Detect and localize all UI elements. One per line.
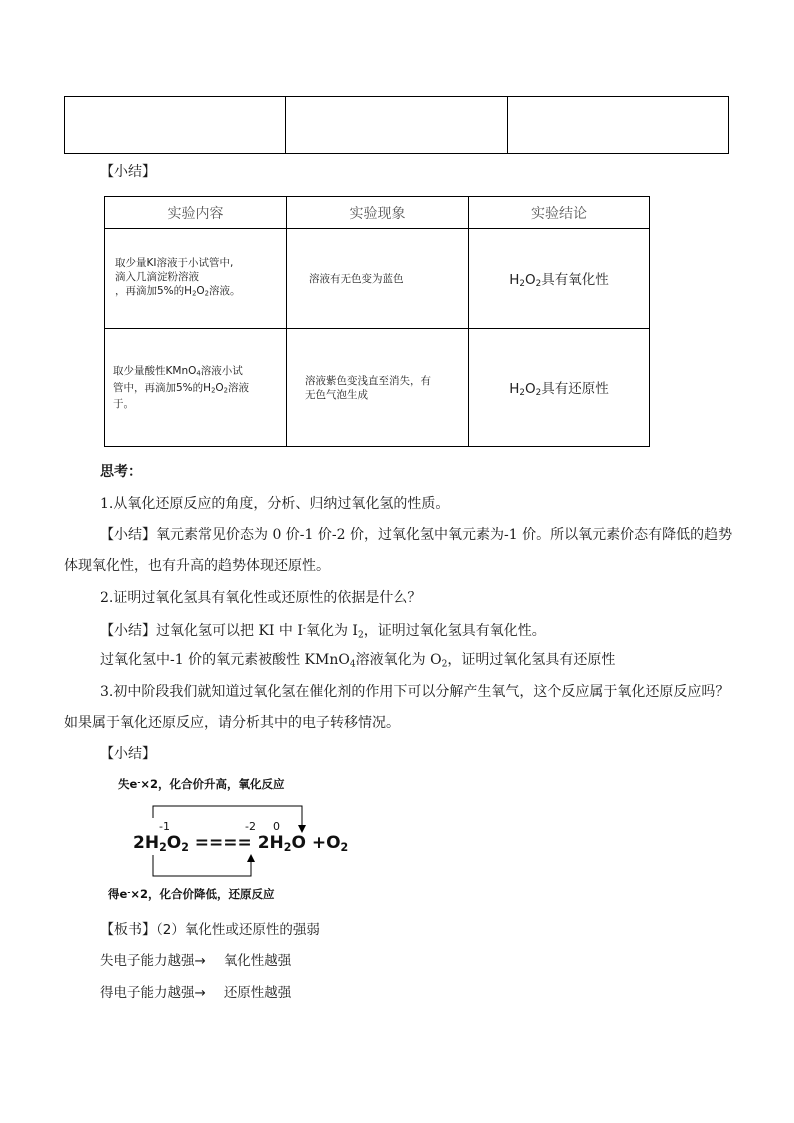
question-2: 2.证明过氧化氢具有氧化性或还原性的依据是什么？ [100,590,422,606]
empty-cell [286,97,507,154]
decomposition-equation: $2H_2O_2$ ==== $2H_2O +O_2$ [133,833,349,854]
answer-1-line-1: 【小结】氧元素常见价态为 0 价-1 价-2 价，过氧化氢中氧元素为-1 价。所以氧元素价态有降低的趋势 [100,527,733,543]
oxidation-state-neg1: -1 [159,820,170,833]
oxidation-state-zero: 0 [273,820,280,833]
question-3-line-2: 如果属于氧化还原反应，请分析其中的电子转移情况。 [64,715,400,731]
answer-2-line-2: 过氧化氢中-1 价的氧元素被酸性 KMnO$_4$溶液氧化为 $O_2$，证明过氧化氢具有还原性 [100,652,616,670]
row1-phenomenon: 溶液有无色变为蓝色 [287,229,469,329]
electron-gain-label: 得e-×2，化合价降低，还原反应 [108,887,275,901]
gain-arrowhead [247,854,255,862]
top-empty-table [64,96,729,154]
header-conclusion: 实验结论 [469,197,650,229]
gain-arrow-line [153,855,251,876]
row2-content: 取少量酸性KMnO$_4$溶液小试 管中，再滴加5%的$H_2O_2$溶液 于。 [105,329,287,447]
think-heading: 思考： [100,464,142,480]
header-content: 实验内容 [105,197,287,229]
header-phenomenon: 实验现象 [287,197,469,229]
row1-conclusion: $H_2O_2$具有氧化性 [469,229,650,329]
board-title: 【板书】（2）氧化性或还原性的强弱 [100,922,320,938]
board-line-1: 失电子能力越强→ 氧化性越强 [100,953,292,969]
empty-cell [507,97,728,154]
row2-phenomenon: 溶液紫色变浅直至消失，有 无色气泡生成 [287,329,469,447]
answer-3-tag: 【小结】 [100,746,156,762]
oxidation-state-neg2: -2 [245,820,256,833]
empty-cell [65,97,286,154]
experiment-table [104,196,650,447]
row1-content: 取少量KI溶液于小试管中, 滴入几滴淀粉溶液 ，再滴加5%的$H_2O_2$溶液。 [105,229,287,329]
question-1: 1.从氧化还原反应的角度，分析、归纳过氧化氢的性质。 [100,496,450,512]
row2-conclusion: $H_2O_2$具有还原性 [469,329,650,447]
question-3-line-1: 3.初中阶段我们就知道过氧化氢在催化剂的作用下可以分解产生氧气，这个反应属于氧化还原反应吗？ [100,684,730,700]
answer-1-line-2: 体现氧化性，也有升高的趋势体现还原性。 [64,558,330,574]
summary-heading: 【小结】 [100,164,156,180]
board-line-2: 得电子能力越强→ 还原性越强 [100,985,292,1001]
electron-transfer-diagram [100,772,380,912]
loss-arrowhead [298,825,306,833]
answer-2-line-1: 【小结】过氧化氢可以把 KI 中 I-氧化为 $I_2$，证明过氧化氢具有氧化性。 [100,623,546,641]
electron-loss-label: 失e-×2，化合价升高，氧化反应 [118,777,285,791]
